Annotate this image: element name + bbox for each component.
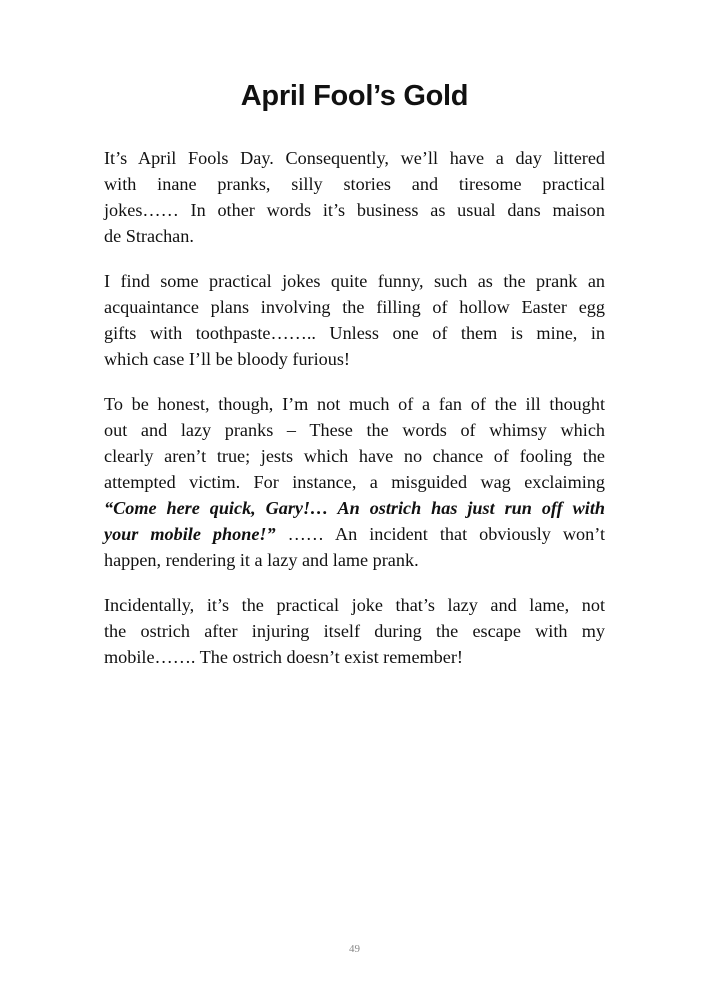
text-line [104, 145, 605, 171]
page-number: 49 [349, 943, 360, 955]
text-line [104, 346, 605, 372]
text-segment: happen, rendering it a lazy and lame prank. [104, 550, 419, 570]
text-segment: It’s April Fools Day. Consequently, we’ll have a day littered [104, 148, 605, 168]
text-line [104, 521, 605, 547]
page-title: April Fool’s Gold [240, 80, 469, 112]
text-line [104, 644, 605, 670]
text-segment: To be honest, though, I’m not much of a fan of the ill thought [104, 394, 605, 414]
text-line [104, 268, 605, 294]
text-line [104, 443, 605, 469]
emphasized-quote: your mobile phone!” [104, 524, 276, 544]
text-segment: I find some practical jokes quite funny, such as the prank an [104, 271, 605, 291]
text-line [104, 618, 605, 644]
text-segment: acquaintance plans involving the filling of hollow Easter egg [104, 297, 605, 317]
text-segment: gifts with toothpaste…….. Unless one of them is mine, in [104, 323, 605, 343]
text-line [104, 223, 605, 249]
text-segment: jokes…… In other words it’s business as usual dans maison [104, 200, 605, 220]
paragraph [104, 145, 605, 249]
text-line [104, 417, 605, 443]
text-segment: clearly aren’t true; jests which have no chance of fooling the [104, 446, 605, 466]
text-segment: which case I’ll be bloody furious! [104, 349, 350, 369]
text-segment: de Strachan. [104, 226, 194, 246]
paragraph [104, 391, 605, 573]
text-line [104, 171, 605, 197]
text-line [104, 469, 605, 495]
text-segment: with inane pranks, silly stories and tiresome practical [104, 174, 605, 194]
text-segment: Incidentally, it’s the practical joke that’s lazy and lame, not [104, 595, 605, 615]
text-line [104, 197, 605, 223]
text-line [104, 547, 605, 573]
text-segment: mobile……. The ostrich doesn’t exist remember! [104, 647, 463, 667]
text-segment: out and lazy pranks – These the words of whimsy which [104, 420, 605, 440]
text-line [104, 391, 605, 417]
text-line [104, 320, 605, 346]
text-segment: …… An incident that obviously won’t [287, 524, 606, 544]
text-segment: attempted victim. For instance, a misguided wag exclaiming [104, 472, 605, 492]
text-line [104, 294, 605, 320]
paragraph [104, 592, 605, 670]
document-body [104, 145, 605, 689]
text-line [104, 495, 605, 521]
text-line [104, 592, 605, 618]
emphasized-quote: “Come here quick, Gary!… An ostrich has just run off with [104, 498, 605, 518]
paragraph [104, 268, 605, 372]
text-segment: the ostrich after injuring itself during the escape with my [104, 621, 605, 641]
